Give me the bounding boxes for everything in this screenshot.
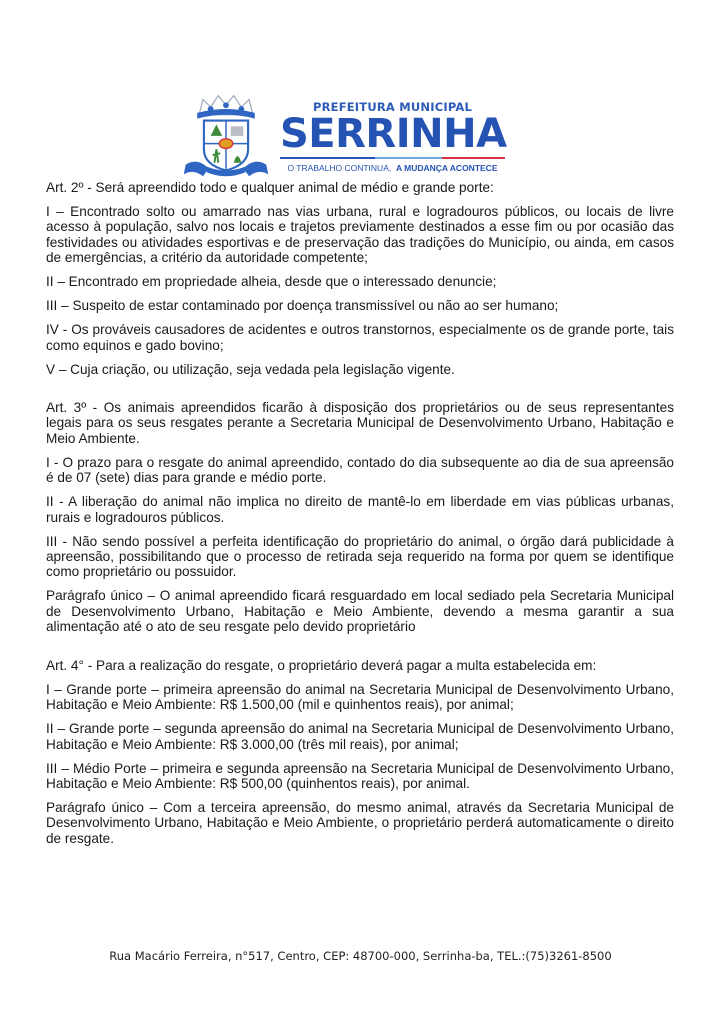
paragraph: II - A liberação do animal não implica no direito de mantê-lo em liberdade em vias públicas urbanas, rurais e logradouros públicos. (46, 494, 674, 525)
footer-address: Rua Macário Ferreira, n°517, Centro, CEP: 48700-000, Serrinha-ba, TEL.:(75)3261-8500 (109, 949, 612, 963)
paragraph: III - Não sendo possível a perfeita identificação do proprietário do animal, o órgão dará publicidade à apreensão, possibilitando que o processo de retirada seja requerido na forma por quem se identifique como proprietário ou possuidor. (46, 533, 674, 580)
tagline-regular: O TRABALHO CONTINUA, (287, 163, 392, 173)
article-heading: Art. 3º - Os animais apreendidos ficarão à disposição dos proprietários ou de seus representantes legais para os seus resgates perante a Secretaria Municipal de Desenvolvimento Urbano, Habitação e Meio Ambiente. (46, 400, 674, 446)
paragraph: II – Grande porte – segunda apreensão do animal na Secretaria Municipal de Desenvolvimento Urbano, Habitação e Meio Ambiente: R$ 3.000,00 (três mil reais), por animal; (46, 721, 674, 752)
paragraph: Parágrafo único – O animal apreendido ficará resguardado em local sediado pela Secretaria Municipal de Desenvolvimento Urbano, Habitação e Meio Ambiente, devendo a mesma garantir a sua alimentação até o ato de seu resgate pelo devido proprietário (46, 588, 674, 635)
paragraph: V – Cuja criação, ou utilização, seja vedada pela legislação vigente. (46, 361, 455, 377)
paragraph: II – Encontrado em propriedade alheia, desde que o interessado denuncie; (46, 274, 497, 290)
paragraph: I - O prazo para o resgate do animal apreendido, contado do dia subsequente ao dia de sua apreensão é de 07 (sete) dias para grande e médio porte. (46, 454, 674, 486)
paragraph: Parágrafo único – Com a terceira apreensão, do mesmo animal, através da Secretaria Municipal de Desenvolvimento Urbano, Habitação e Meio Ambiente, o proprietário perderá automaticamente o direito de resgate. (46, 799, 674, 846)
article-heading: Art. 4° - Para a realização do resgate, o proprietário deverá pagar a multa estabelecida em: (46, 657, 597, 673)
brand-title: SERRINHA (280, 111, 507, 157)
paragraph: I – Encontrado solto ou amarrado nas vias urbana, rural e logradouros públicos, ou locais de livre acesso à população, salvo nos locais e trajetos previamente destinados a esse fim ou por ocasião das festividades ou atividades esportivas e de preservação das tradições do Município, ou ainda, em casos de emergências, a critério da autoridade competente; (46, 204, 674, 266)
article-heading: Art. 2º - Será apreendido todo e qualquer animal de médio e grande porte: (46, 180, 494, 195)
coat-of-arms-icon (178, 86, 274, 182)
paragraph: III – Médio Porte – primeira e segunda apreensão na Secretaria Municipal de Desenvolvimento Urbano, Habitação e Meio Ambiente: R$ 500,00 (quinhentos reais), por animal. (46, 760, 674, 791)
letterhead (170, 86, 510, 186)
brand-tagline (280, 163, 505, 173)
tagline-bold: A MUDANÇA ACONTECE (395, 163, 498, 173)
municipality-brand (280, 100, 505, 173)
article-3 (46, 400, 674, 635)
paragraph: I – Grande porte – primeira apreensão do animal na Secretaria Municipal de Desenvolvimento Urbano, Habitação e Meio Ambiente: R$ 1.500,00 (mil e quinhentos reais), por animal; (46, 681, 674, 713)
brand-divider (280, 157, 505, 160)
paragraph: III – Suspeito de estar contaminado por doença transmissível ou não ao ser humano; (46, 298, 559, 314)
article-4 (46, 658, 674, 846)
document-body (46, 180, 674, 855)
brand-subtitle: PREFEITURA MUNICIPAL (312, 100, 473, 114)
article-2 (46, 180, 674, 377)
paragraph: IV - Os prováveis causadores de acidentes e outros transtornos, especialmente os de grande porte, tais como equinos e gado bovino; (46, 322, 674, 353)
